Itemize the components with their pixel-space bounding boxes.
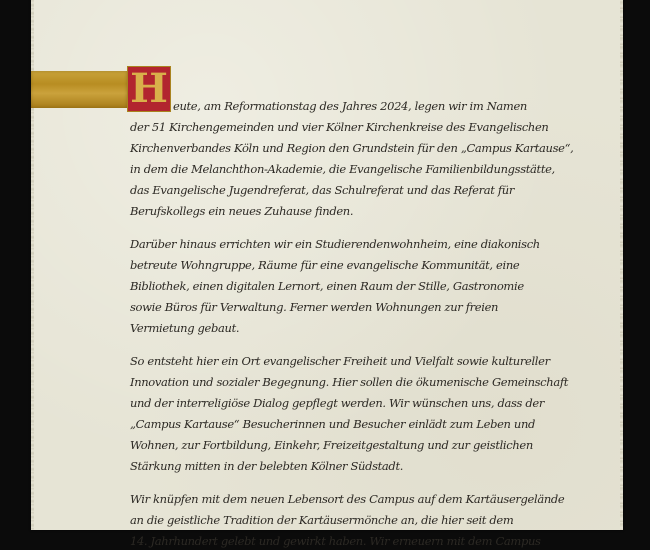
text-line: der 51 Kirchengemeinden und vier Kölner Kirchenkreise des Evangelischen	[130, 120, 549, 134]
text-line: Bibliothek, einen digitalen Lernort, einen Raum der Stille, Gastronomie	[130, 279, 524, 293]
text-line: eute, am Reformationstag des Jahres 2024, legen wir im Namen	[173, 99, 527, 113]
text-line: das Evangelische Jugendreferat, das Schulreferat und das Referat für	[130, 183, 514, 197]
text-line: So entsteht hier ein Ort evangelischer Freiheit und Vielfalt sowie kultureller	[130, 354, 550, 368]
text-line: Innovation und sozialer Begegnung. Hier sollen die ökumenische Gemeinschaft	[130, 375, 569, 389]
text-line: Vermietung gebaut.	[130, 321, 240, 335]
text-line: 14. Jahrhundert gelebt und gewirkt haben. Wir erneuern mit dem Campus	[130, 534, 541, 548]
text-line: Kirchenverbandes Köln und Region den Grundstein für den „Campus Kartause“,	[130, 141, 574, 155]
text-line: betreute Wohngruppe, Räume für eine evangelische Kommunität, eine	[130, 258, 520, 272]
text-line: sowie Büros für Verwaltung. Ferner werden Wohnungen zur freien	[130, 300, 499, 314]
text-line: Stärkung mitten in der belebten Kölner Südstadt.	[130, 459, 404, 473]
text-line: Wohnen, zur Fortbildung, Einkehr, Freizeitgestaltung und zur geistlichen	[130, 438, 533, 452]
text-line: Darüber hinaus errichten wir ein Studierendenwohnheim, eine diakonisch	[130, 237, 540, 251]
document-page	[31, 0, 623, 548]
deckled-edge-right	[620, 0, 623, 530]
text-line: in dem die Melanchthon-Akademie, die Evangelische Familienbildungsstätte,	[130, 162, 555, 176]
text-line: Berufskollegs ein neues Zuhause finden.	[130, 204, 354, 218]
gold-leaf-bar	[31, 71, 127, 108]
text-line: an die geistliche Tradition der Kartäusermönche an, die hier seit dem	[130, 513, 514, 527]
illuminated-initial: H	[127, 66, 171, 112]
text-line: „Campus Kartause“ Besucherinnen und Besucher einlädt zum Leben und	[130, 417, 536, 431]
text-line: und der interreligiöse Dialog gepflegt werden. Wir wünschen uns, dass der	[130, 396, 544, 410]
text-line: Wir knüpfen mit dem neuen Lebensort des Campus auf dem Kartäusergelände	[130, 492, 565, 506]
